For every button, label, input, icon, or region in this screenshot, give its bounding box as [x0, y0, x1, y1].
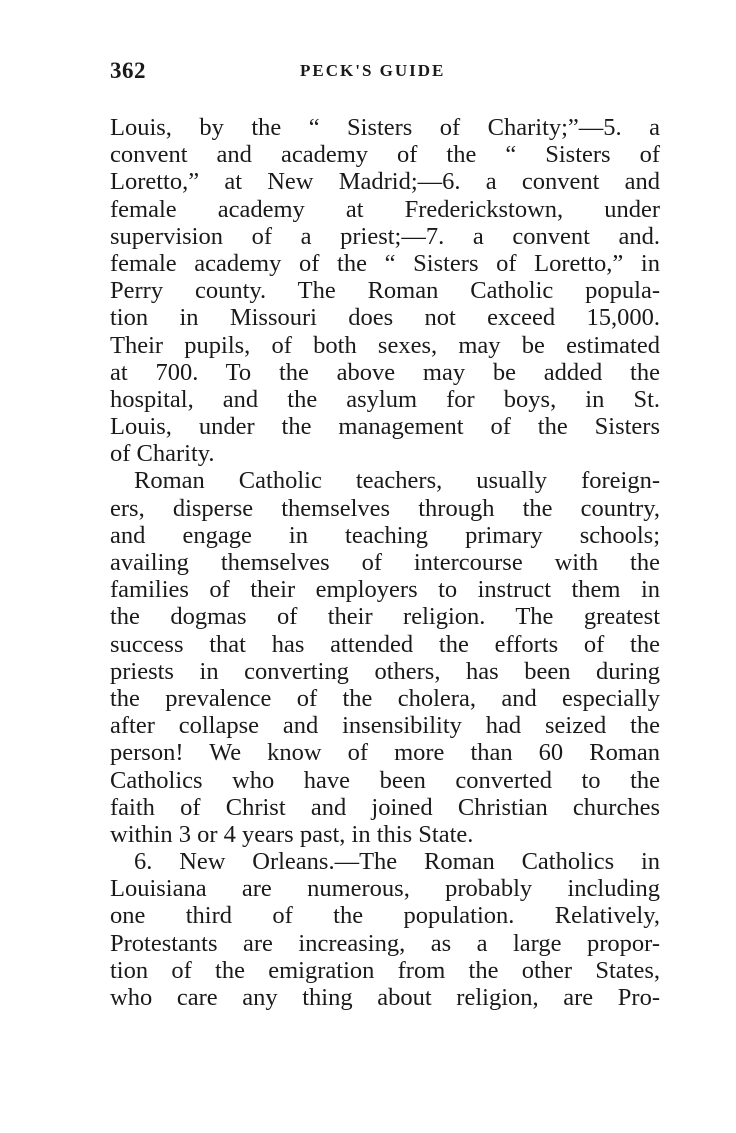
text-line: female academy of the “ Sisters of Loretto,” in	[110, 249, 660, 277]
text-line: priests in converting others, has been during	[110, 657, 660, 685]
page-header	[110, 58, 660, 90]
text-line: Roman Catholic teachers, usually foreign-	[134, 467, 660, 495]
text-line: supervision of a priest;—7. a convent and.	[110, 222, 660, 250]
text-line: availing themselves of intercourse with the	[110, 549, 660, 576]
body-text	[110, 114, 660, 1011]
text-line: convent and academy of the “ Sisters of	[110, 141, 660, 169]
text-line: Louisiana are numerous, probably including	[110, 875, 660, 903]
page-number: 362	[110, 58, 146, 83]
text-line: Louis, under the management of the Sisters	[110, 413, 660, 441]
text-line: at 700. To the above may be added the	[110, 358, 660, 386]
text-line: Catholics who have been converted to the	[110, 766, 660, 794]
text-line: who care any thing about religion, are Pro-	[110, 984, 660, 1011]
text-line: Protestants are increasing, as a large propor-	[110, 929, 660, 957]
text-line: ers, disperse themselves through the country,	[110, 494, 660, 522]
text-line: 6. New Orleans.—The Roman Catholics in	[134, 848, 660, 876]
text-line: person! We know of more than 60 Roman	[110, 739, 660, 767]
text-line: within 3 or 4 years past, in this State.	[110, 820, 474, 848]
text-line: Loretto,” at New Madrid;—6. a convent and	[110, 168, 660, 196]
text-line: of Charity.	[110, 440, 215, 468]
text-line: families of their employers to instruct them in	[110, 576, 660, 604]
text-line: the dogmas of their religion. The greatest	[110, 603, 660, 631]
text-line: tion of the emigration from the other States,	[110, 956, 660, 984]
text-line: Their pupils, of both sexes, may be estimated	[110, 331, 660, 359]
text-line: and engage in teaching primary schools;	[110, 521, 660, 549]
text-line: success that has attended the efforts of the	[110, 630, 660, 658]
text-line: faith of Christ and joined Christian churches	[110, 793, 660, 821]
text-line: female academy at Frederickstown, under	[110, 195, 660, 223]
running-head: PECK'S GUIDE	[300, 61, 446, 80]
text-line: hospital, and the asylum for boys, in St.	[110, 385, 660, 413]
text-line: the prevalence of the cholera, and especially	[110, 684, 660, 712]
text-line: Louis, by the “ Sisters of Charity;”—5. a	[110, 114, 660, 141]
text-line: after collapse and insensibility had seized the	[110, 712, 660, 740]
book-page	[110, 58, 660, 1011]
text-line: one third of the population. Relatively,	[110, 902, 660, 930]
text-line: Perry county. The Roman Catholic popula-	[110, 277, 660, 305]
text-line: tion in Missouri does not exceed 15,000.	[110, 304, 660, 332]
